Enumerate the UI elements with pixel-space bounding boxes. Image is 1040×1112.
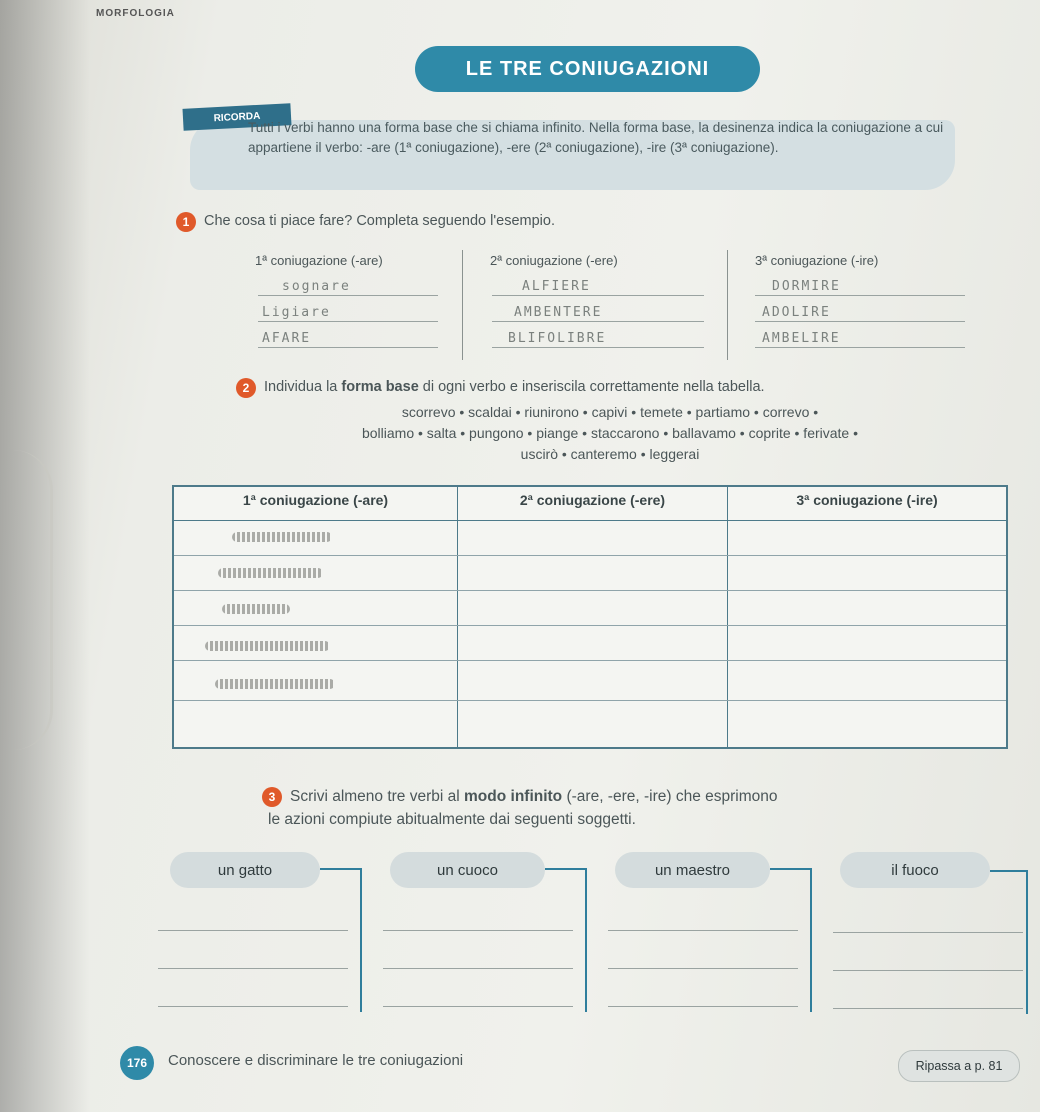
ex1-line xyxy=(258,321,438,322)
exercise-2-number: 2 xyxy=(236,378,256,398)
footer-title: Conoscere e discriminare le tre coniugazioni xyxy=(168,1052,464,1069)
ex1-line xyxy=(492,321,704,322)
ex1-answer: DORMIRE xyxy=(772,279,841,294)
ex1-line xyxy=(492,295,704,296)
ricorda-text: Tutti i verbi hanno una forma base che si chiama infinito. Nella forma base, la desinenza indica la coniugazione a cui appartiene il verbo: -are (1ª coniugazione), -ere (2ª coniugazione), -ire (3ª coniugazione). xyxy=(248,120,944,155)
ex2-written-answer xyxy=(222,604,290,614)
ex1-line xyxy=(258,295,438,296)
ex1-answer: ADOLIRE xyxy=(762,305,831,320)
ex2-header-1: 1ª coniugazione (-are) xyxy=(242,492,389,508)
ex2-row-border xyxy=(174,590,1006,591)
subject-bracket xyxy=(545,868,587,1012)
page-number: 176 xyxy=(120,1046,154,1080)
ex2-row-border xyxy=(174,555,1006,556)
ex1-header-1: 1ª coniugazione (-are) xyxy=(255,253,383,268)
answer-line xyxy=(158,1006,348,1007)
page-title: LE TRE CONIUGAZIONI xyxy=(415,46,760,92)
ex1-line xyxy=(492,347,704,348)
subject-bracket xyxy=(320,868,362,1012)
ex1-line xyxy=(755,347,965,348)
ex1-line xyxy=(755,295,965,296)
exercise-1-number: 1 xyxy=(176,212,196,232)
subject-pill: un maestro xyxy=(615,852,770,888)
ex1-answer: sognare xyxy=(282,279,351,294)
ex1-line xyxy=(755,321,965,322)
ex2-table-divider-1 xyxy=(457,487,458,747)
ex1-line xyxy=(258,347,438,348)
ex2-written-answer xyxy=(232,532,332,542)
answer-line xyxy=(833,932,1023,933)
answer-line xyxy=(383,930,573,931)
ripassa-badge: Ripassa a p. 81 xyxy=(898,1050,1020,1082)
ex1-answer: AMBELIRE xyxy=(762,331,841,346)
answer-line xyxy=(608,930,798,931)
answer-line xyxy=(833,970,1023,971)
subject-pill: il fuoco xyxy=(840,852,990,888)
subject-pill: un cuoco xyxy=(390,852,545,888)
ex1-header-3: 3ª coniugazione (-ire) xyxy=(755,253,879,268)
exercise-3-instruction-line-2: le azioni compiute abitualmente dai seguenti soggetti. xyxy=(268,811,636,828)
answer-line xyxy=(608,968,798,969)
page-edge xyxy=(0,450,53,750)
exercise-2-instruction: Individua la forma base di ogni verbo e inseriscila correttamente nella tabella. xyxy=(264,379,765,395)
ex1-answer: AMBENTERE xyxy=(514,305,603,320)
ex1-divider-1 xyxy=(462,250,463,360)
ex2-table xyxy=(172,485,1008,749)
answer-line xyxy=(383,968,573,969)
answer-line xyxy=(608,1006,798,1007)
ex1-answer: Ligiare xyxy=(262,305,331,320)
exercise-3-instruction: Scrivi almeno tre verbi al modo infinito (-are, -ere, -ire) che esprimono xyxy=(290,788,778,805)
answer-line xyxy=(158,930,348,931)
subject-bracket xyxy=(770,868,812,1012)
ex2-header-3: 3ª coniugazione (-ire) xyxy=(796,492,938,508)
ex2-word-list-line-3: uscirò • canteremo • leggerai xyxy=(520,446,700,462)
ex1-header-2: 2ª coniugazione (-ere) xyxy=(490,253,618,268)
ex2-written-answer xyxy=(218,568,323,578)
exercise-1-instruction: Che cosa ti piace fare? Completa seguendo l'esempio. xyxy=(204,213,555,229)
ex2-table-header-border xyxy=(174,520,1006,521)
answer-line xyxy=(158,968,348,969)
ex2-word-list-line-1: scorrevo • scaldai • riunirono • capivi • temete • partiamo • correvo • xyxy=(401,404,819,420)
exercise-3-number: 3 xyxy=(262,787,282,807)
ex2-word-list-line-2: bolliamo • salta • pungono • piange • staccarono • ballavamo • coprite • ferivate • xyxy=(361,425,859,441)
answer-line xyxy=(833,1008,1023,1009)
ex1-answer: ALFIERE xyxy=(522,279,591,294)
ex1-divider-2 xyxy=(727,250,728,360)
ex2-written-answer xyxy=(205,641,330,651)
ex2-row-border xyxy=(174,660,1006,661)
ex2-written-answer xyxy=(215,679,335,689)
subject-pill: un gatto xyxy=(170,852,320,888)
ex2-row-border xyxy=(174,700,1006,701)
answer-line xyxy=(383,1006,573,1007)
section-tag: MORFOLOGIA xyxy=(96,8,175,19)
ex1-answer: AFARE xyxy=(262,331,312,346)
subject-bracket xyxy=(990,870,1028,1014)
ex1-answer: BLIFOLIBRE xyxy=(508,331,607,346)
ricorda-label: RICORDA xyxy=(182,103,291,131)
ex2-row-border xyxy=(174,625,1006,626)
ex2-table-divider-2 xyxy=(727,487,728,747)
ex2-header-2: 2ª coniugazione (-ere) xyxy=(519,492,666,508)
